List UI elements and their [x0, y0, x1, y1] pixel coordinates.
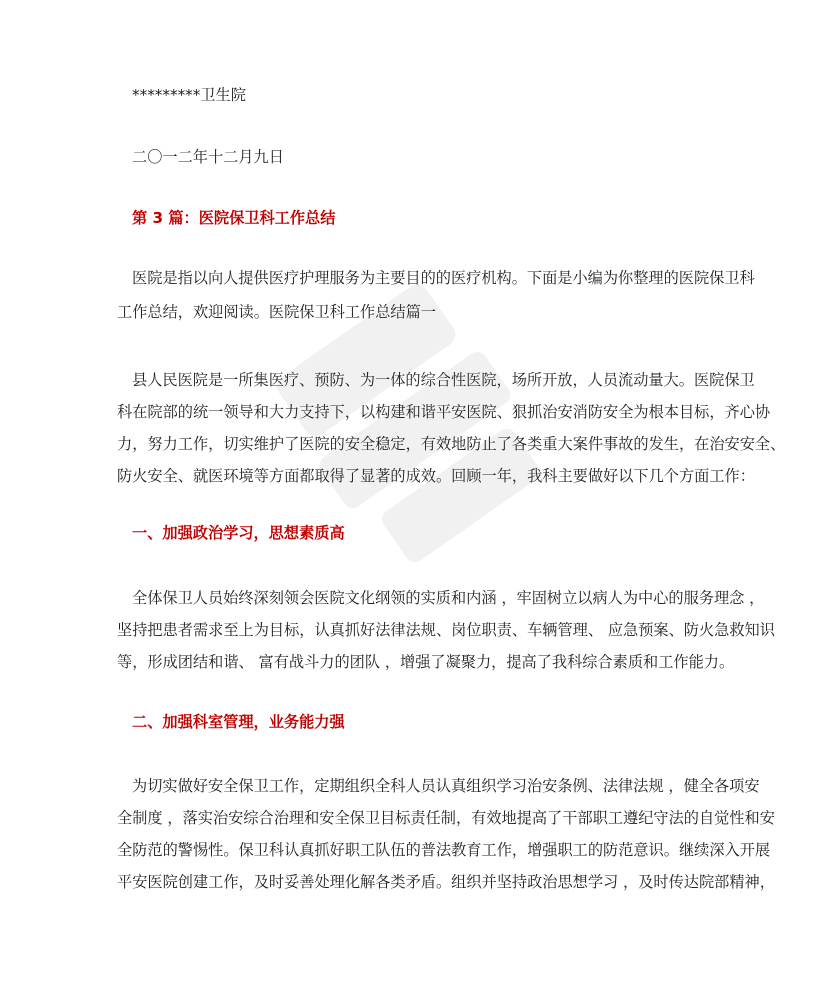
section-title: 第 3 篇：医院保卫科工作总结 [132, 209, 336, 227]
intro-line: 医院是指以向人提供医疗护理服务为主要目的的医疗机构。下面是小编为你整理的医院保卫科 [132, 269, 755, 287]
paragraph-line: 全防范的警惕性。保卫科认真抓好职工队伍的普法教育工作，增强职工的防范意识。继续深入开展 [117, 841, 771, 859]
paragraph-line: 力，努力工作，切实维护了医院的安全稳定，有效地防止了各类重大案件事故的发生，在治安安全、 [117, 435, 786, 453]
paragraph-line: 全体保卫人员始终深刻领会医院文化纲领的实质和内涵 ，牢固树立以病人为中心的服务理念 ， [132, 589, 765, 607]
paragraph-line: 县人民医院是一所集医疗、预防、为一体的综合性医院，场所开放，人员流动量大。医院保卫 [132, 371, 755, 389]
paragraph-line: 防火安全、就医环境等方面都取得了显著的成效。回顾一年，我科主要做好以下几个方面工作： [117, 467, 755, 485]
paragraph-line: 等，形成团结和谐、 富有战斗力的团队 ，增强了凝聚力，提高了我科综合素质和工作能力。 [117, 653, 735, 671]
subheading-2: 二、加强科室管理，业务能力强 [132, 713, 345, 731]
paragraph-line: 全制度 ，落实治安综合治理和安全保卫目标责任制，有效地提高了干部职工遵纪守法的自觉性和安 [117, 809, 775, 827]
paragraph-line: 坚持把患者需求至上为目标，认真抓好法律法规、岗位职责、车辆管理、 应急预案、防火急救知识 [117, 621, 775, 639]
subheading-1: 一、加强政治学习，思想素质高 [132, 524, 345, 542]
paragraph-line: 为切实做好安全保卫工作，定期组织全科人员认真组织学习治安条例、法律法规 ，健全各项安 [132, 777, 760, 795]
intro-line: 工作总结，欢迎阅读。医院保卫科工作总结篇一 [117, 303, 436, 321]
paragraph-line: 平安医院创建工作，及时妥善处理化解各类矛盾。组织并坚持政治思想学习 ，及时传达院部精神， [117, 873, 775, 891]
paragraph-line: 科在院部的统一领导和大力支持下，以构建和谐平安医院、狠抓治安消防安全为根本目标，齐心协 [117, 403, 771, 421]
signature-date: 二〇一二年十二月九日 [132, 148, 284, 166]
signature-org: *********卫生院 [132, 86, 246, 104]
